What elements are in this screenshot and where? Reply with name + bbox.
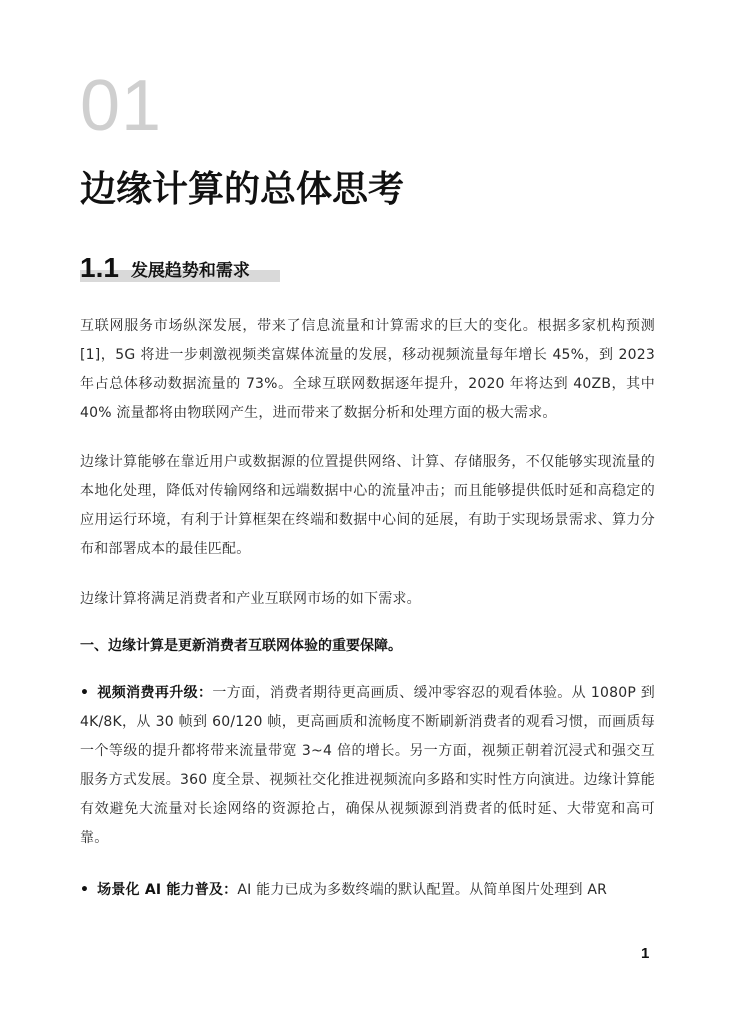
subheading-consumer-internet: 一、边缘计算是更新消费者互联网体验的重要保障。 [80, 638, 402, 654]
section-heading [80, 252, 250, 282]
section-number: 1.1 [80, 252, 119, 283]
bullet-dot-icon: • [80, 685, 90, 701]
bullet-video-consumption [80, 679, 655, 853]
bullet-term: 场景化 AI 能力普及： [97, 882, 238, 898]
bullet-term: 视频消费再升级： [97, 685, 213, 701]
paragraph-market-trend: 互联网服务市场纵深发展，带来了信息流量和计算需求的巨大的变化。根据多家机构预测 [1]，5G 将进一步刺激视频类富媒体流量的发展，移动视频流量每年增长 45%，到 2023 年占总体移动数据流量的 73%。全球互联网数据逐年提升，2020 年将达到 40ZB，其中 40% 流量都将由物联网产生，进而带来了数据分析和处理方面的极大需求。 [80, 318, 655, 421]
bullet-text: AI 能力已成为多数终端的默认配置。从简单图片处理到 AR [237, 882, 608, 898]
section-title: 发展趋势和需求 [130, 261, 250, 281]
bullet-text: 一方面，消费者期待更高画质、缓冲零容忍的观看体验。从 1080P 到 4K/8K，从 30 帧到 60/120 帧，更高画质和流畅度不断刷新消费者的观看习惯，而画质每一个等级的提升都将带来流量带宽 3~4 倍的增长。另一方面，视频正朝着沉浸式和强交互服务方式发展。360 度全景、视频社交化推进视频流向多路和实时性方向演进。边缘计算能有效避免大流量对长途网络的资源抢占，确保从视频源到消费者的低时延、大带宽和高可靠。 [80, 685, 655, 846]
chapter-title: 边缘计算的总体思考 [80, 169, 405, 210]
page-number: 1 [641, 945, 650, 962]
bullet-ai-capability [80, 876, 655, 905]
paragraph-edge-capability: 边缘计算能够在靠近用户或数据源的位置提供网络、计算、存储服务，不仅能够实现流量的本地化处理，降低对传输网络和远端数据中心的流量冲击；而且能够提供低时延和高稳定的应用运行环境，有利于计算框架在终端和数据中心间的延展，有助于实现场景需求、算力分布和部署成本的最佳匹配。 [80, 454, 655, 557]
paragraph-needs-intro: 边缘计算将满足消费者和产业互联网市场的如下需求。 [80, 591, 421, 607]
chapter-number: 01 [80, 66, 163, 146]
bullet-dot-icon: • [80, 882, 90, 898]
